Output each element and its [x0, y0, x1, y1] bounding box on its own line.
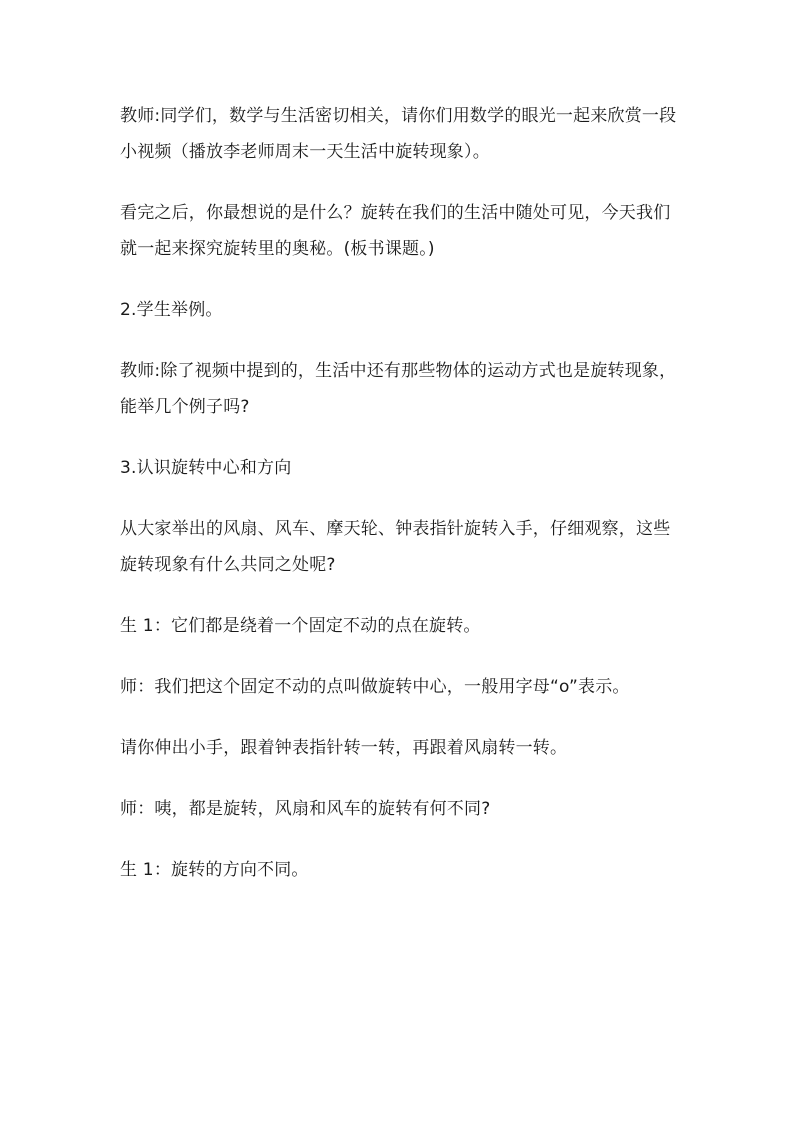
paragraph-teacher-intro: 教师:同学们，数学与生活密切相关，请你们用数学的眼光一起来欣赏一段小视频（播放李老师周末一天生活中旋转现象）。	[120, 106, 677, 162]
paragraph-observe-examples: 从大家举出的风扇、风车、摩天轮、钟表指针旋转入手，仔细观察，这些旋转现象有什么共同之处呢?	[120, 519, 671, 575]
paragraph-after-video: 看完之后，你最想说的是什么？旋转在我们的生活中随处可见，今天我们就一起来探究旋转里的奥秘。(板书课题。)	[120, 203, 671, 259]
paragraph-hand-activity: 请你伸出小手，跟着钟表指针转一转，再跟着风扇转一转。	[120, 738, 568, 758]
paragraph-teacher-direction-question: 师：咦，都是旋转，风扇和风车的旋转有何不同?	[120, 799, 491, 819]
section-heading-rotation-center: 3.认识旋转中心和方向	[120, 458, 292, 478]
paragraph-teacher-center-definition: 师：我们把这个固定不动的点叫做旋转中心，一般用字母“o”表示。	[120, 677, 630, 697]
document-body	[120, 98, 680, 913]
paragraph-teacher-question: 教师:除了视频中提到的，生活中还有那些物体的运动方式也是旋转现象，能举几个例子吗?	[120, 361, 677, 417]
paragraph-student-answer-1: 生 1：它们都是绕着一个固定不动的点在旋转。	[120, 616, 481, 636]
paragraph-student-answer-2: 生 1：旋转的方向不同。	[120, 860, 309, 880]
section-heading-student-examples: 2.学生举例。	[120, 300, 223, 320]
